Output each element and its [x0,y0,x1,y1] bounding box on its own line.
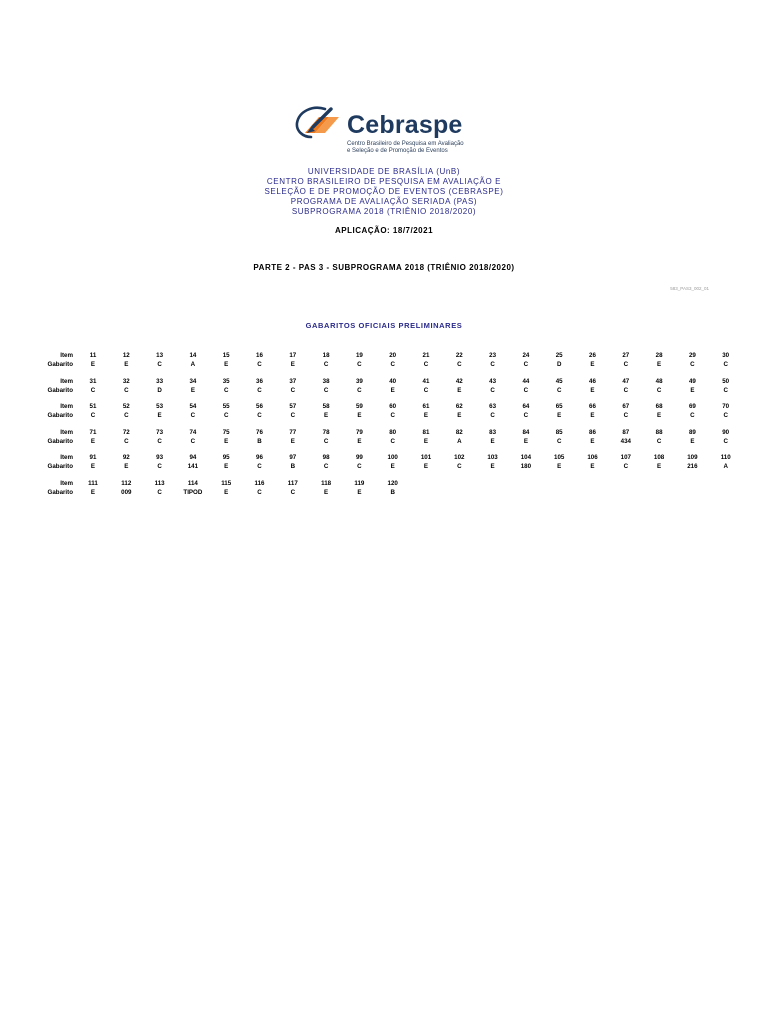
answer-value: C [90,386,96,394]
item-number: 65 [555,403,563,411]
answer-value: C [357,361,362,368]
answer-value: C [90,412,96,420]
item-number: 94 [189,454,197,462]
answer-value: C [423,386,429,394]
answer-value: C [257,361,262,368]
item-number: 68 [655,403,663,411]
answer-value: C [490,361,495,368]
answer-value: C [223,386,229,394]
item-number: 12 [122,352,130,359]
answer-value: C [124,412,129,420]
answer-row-label: Gabarito [47,386,73,394]
item-number: 14 [189,352,197,359]
answer-value: E [190,386,195,394]
answer-value: C [723,437,728,445]
item-number: 115 [221,480,232,487]
item-number: 41 [422,377,430,385]
item-number: 13 [156,352,164,359]
answer-value: C [323,463,329,471]
logo-tagline-1: Centro Brasileiro de Pesquisa em Avaliação [347,141,464,147]
item-number: 48 [655,377,663,385]
answer-value: E [490,463,495,471]
answer-value: E [523,437,528,445]
item-number: 84 [522,428,530,436]
item-number: 69 [688,403,696,411]
answer-value: E [290,361,295,368]
answer-value: C [124,386,129,394]
institution-line-4: PROGRAMA DE AVALIAÇÃO SERIADA (PAS) [290,197,478,206]
answer-value: C [157,489,162,496]
answer-value: E [457,386,462,394]
item-number: 63 [489,403,497,411]
answer-value: C [390,361,395,368]
item-number: 109 [687,454,698,462]
item-number: 32 [122,377,130,385]
cebraspe-mark-icon [291,103,347,143]
item-number: 64 [522,403,530,411]
item-number: 92 [122,454,130,462]
item-number: 26 [589,352,596,359]
answer-value: E [423,463,429,471]
item-number: 79 [355,428,363,436]
answer-value: E [690,386,695,394]
document-code: 583_PAS3_002_01 [670,286,709,291]
answer-value: E [157,412,162,420]
item-number: 72 [122,428,130,436]
institution-line-3: SELEÇÃO E DE PROMOÇÃO DE EVENTOS (CEBRASPE) [264,187,504,196]
item-number: 59 [355,403,363,411]
item-number: 11 [89,352,97,359]
item-row-label: Item [60,480,73,487]
item-number: 61 [422,403,430,411]
item-number: 18 [322,352,330,359]
item-number: 49 [688,377,696,385]
item-number: 116 [254,480,265,487]
answer-value: C [723,412,728,420]
answer-value: C [490,386,495,394]
answer-value: C [157,437,162,445]
item-number: 114 [187,480,198,487]
answer-value: 434 [620,437,631,445]
answer-value: E [224,361,229,368]
answer-value: E [390,386,395,394]
answer-value: E [224,463,229,471]
answer-value: A [457,437,462,445]
item-row-label: Item [60,403,73,411]
cebraspe-logo [291,103,471,161]
item-number: 73 [156,428,164,436]
item-number: 62 [455,403,463,411]
answer-key-title: GABARITOS OFICIAIS PRELIMINARES [305,321,463,330]
answer-value: E [590,437,595,445]
item-number: 70 [722,403,730,411]
item-number: 15 [222,352,230,359]
answer-value: 180 [520,463,532,471]
answer-value: C [290,412,296,420]
answer-value: E [590,463,595,471]
answer-value: E [457,412,462,420]
answer-block [0,352,768,372]
answer-value: E [690,437,695,445]
item-number: 67 [622,403,630,411]
answer-value: C [190,437,196,445]
item-number: 56 [256,403,263,411]
item-number: 36 [256,377,263,385]
answer-value: A [190,361,196,368]
answer-value: C [523,412,529,420]
answer-value: C [623,361,629,368]
item-number: 34 [189,377,197,385]
item-number: 91 [89,454,97,462]
answer-value: A [723,463,728,471]
item-number: 58 [322,403,330,411]
item-number: 43 [489,377,497,385]
item-number: 47 [622,377,630,385]
answer-value: C [257,386,262,394]
item-number: 112 [121,480,132,487]
answer-value: B [257,437,262,445]
item-number: 98 [322,454,330,462]
answer-value: C [423,361,429,368]
item-number: 117 [287,480,298,487]
answer-value: C [323,386,329,394]
item-number: 105 [554,454,565,462]
answer-value: C [656,386,662,394]
item-number: 35 [222,377,230,385]
answer-value: B [290,463,296,471]
answer-value: E [557,412,562,420]
answer-value: E [490,437,495,445]
item-number: 88 [655,428,663,436]
item-number: 44 [522,377,530,385]
answer-value: C [157,463,162,471]
item-number: 120 [387,480,398,487]
item-number: 111 [88,480,98,487]
item-number: 27 [622,352,630,359]
application-date: APLICAÇÃO: 18/7/2021 [334,226,434,235]
answer-value: E [423,437,429,445]
answer-value: E [357,412,362,420]
item-number: 106 [587,454,598,462]
item-number: 40 [389,377,397,385]
item-number: 78 [322,428,330,436]
item-number: 25 [555,352,563,359]
answer-value: C [457,463,462,471]
item-number: 86 [589,428,596,436]
answer-value: E [357,437,362,445]
answer-value: C [257,412,262,420]
answer-value: E [90,489,96,496]
item-number: 104 [520,454,532,462]
item-number: 97 [289,454,297,462]
item-number: 52 [122,403,130,411]
answer-block [0,480,768,500]
answer-value: E [590,412,595,420]
item-number: 66 [589,403,596,411]
item-number: 38 [322,377,330,385]
answer-row-label: Gabarito [47,412,73,420]
item-row-label: Item [60,352,73,359]
answer-row-label: Gabarito [47,463,73,471]
answer-value: E [357,489,362,496]
logo-wordmark: Cebraspe [347,111,463,139]
answer-value: E [590,361,595,368]
item-number: 24 [522,352,530,359]
item-number: 60 [389,403,397,411]
item-number: 50 [722,377,730,385]
item-number: 20 [389,352,397,359]
answer-value: C [257,489,262,496]
item-row-label: Item [60,454,73,462]
item-number: 33 [156,377,164,385]
answer-value: C [190,412,196,420]
item-number: 80 [389,428,397,436]
item-number: 42 [455,377,463,385]
answer-block [0,378,768,398]
item-number: 85 [555,428,563,436]
answer-value: C [390,412,395,420]
item-number: 90 [722,428,730,436]
institution-line-5: SUBPROGRAMA 2018 (TRIÊNIO 2018/2020) [291,207,477,216]
item-number: 19 [355,352,363,359]
answer-value: 216 [687,463,698,471]
answer-value: C [157,361,162,368]
item-number: 95 [222,454,230,462]
answer-value: C [523,386,529,394]
item-number: 28 [655,352,663,359]
answer-value: C [723,386,728,394]
item-number: 89 [688,428,696,436]
answer-value: C [623,412,629,420]
answer-value: C [623,463,629,471]
item-number: 54 [189,403,197,411]
item-number: 45 [555,377,563,385]
answer-value: E [90,361,96,368]
answer-value: C [690,412,695,420]
item-number: 17 [289,352,297,359]
item-number: 108 [653,454,665,462]
answer-row-label: Gabarito [47,437,73,445]
item-number: 82 [455,428,463,436]
answer-block [0,454,768,474]
item-number: 102 [454,454,465,462]
answer-value: C [124,437,129,445]
item-number: 96 [256,454,263,462]
institution-line-1: UNIVERSIDADE DE BRASÍLIA (UnB) [307,167,461,176]
answer-value: C [323,361,329,368]
answer-value: C [257,463,262,471]
item-row-label: Item [60,377,73,385]
item-number: 83 [489,428,497,436]
item-number: 23 [489,352,497,359]
answer-value: C [723,361,728,368]
answer-value: E [657,463,662,471]
item-number: 57 [289,403,297,411]
item-row-label: Item [60,428,73,436]
answer-value: C [390,437,395,445]
item-number: 16 [256,352,263,359]
item-number: 30 [722,352,730,359]
logo-tagline-2: e Seleção e de Promoção de Eventos [347,148,448,154]
answer-value: C [523,361,529,368]
answer-value: C [623,386,629,394]
answer-value: E [224,437,229,445]
answer-value: D [157,386,162,394]
item-number: 21 [422,352,430,359]
answer-value: C [290,386,296,394]
answer-row-label: Gabarito [47,361,73,368]
answer-value: C [556,437,562,445]
answer-value: E [557,463,562,471]
answer-value: E [657,361,662,368]
answer-value: C [357,463,362,471]
answer-value: C [323,437,329,445]
answer-value: E [324,412,329,420]
answer-value: 009 [121,489,132,496]
answer-value: 141 [187,463,199,471]
answer-value: C [656,437,662,445]
item-number: 81 [422,428,430,436]
answer-value: C [556,386,562,394]
item-number: 101 [420,454,432,462]
answer-value: E [657,412,662,420]
answer-value: E [324,489,329,496]
item-number: 100 [387,454,398,462]
item-number: 37 [289,377,297,385]
answer-row-label: Gabarito [47,489,73,496]
answer-block [0,429,768,449]
answer-value: E [224,489,229,496]
answer-value: E [124,361,129,368]
item-number: 51 [89,403,97,411]
item-number: 22 [455,352,463,359]
item-number: 71 [89,428,97,436]
item-number: 29 [688,352,696,359]
answer-value: C [457,361,462,368]
answer-value: C [690,361,695,368]
item-number: 31 [89,377,97,385]
item-number: 107 [620,454,631,462]
answer-value: E [590,386,595,394]
answer-value: C [223,412,229,420]
item-number: 103 [487,454,498,462]
item-number: 119 [354,480,365,487]
item-number: 87 [622,428,630,436]
item-number: 39 [355,377,363,385]
item-number: 110 [720,454,731,462]
answer-value: E [90,437,96,445]
answer-value: C [357,386,362,394]
item-number: 75 [222,428,230,436]
answer-block [0,403,768,423]
item-number: 99 [355,454,363,462]
answer-value: E [124,463,129,471]
item-number: 113 [154,480,165,487]
item-number: 76 [256,428,263,436]
item-number: 53 [156,403,164,411]
institution-line-2: CENTRO BRASILEIRO DE PESQUISA EM AVALIAÇÃO E [266,177,502,186]
item-number: 93 [156,454,164,462]
item-number: 77 [289,428,297,436]
answer-value: B [390,489,395,496]
item-number: 55 [222,403,230,411]
answer-value: C [490,412,495,420]
item-number: 74 [189,428,197,436]
answer-value: TIPOD [183,489,203,496]
answer-value: E [390,463,395,471]
part-title: PARTE 2 - PAS 3 - SUBPROGRAMA 2018 (TRIÊNIO 2018/2020) [253,263,515,272]
answer-value: E [90,463,96,471]
answer-value: E [290,437,295,445]
answer-value: D [556,361,562,368]
answer-value: C [290,489,296,496]
item-number: 118 [321,480,332,487]
answer-value: E [423,412,429,420]
item-number: 46 [589,377,596,385]
